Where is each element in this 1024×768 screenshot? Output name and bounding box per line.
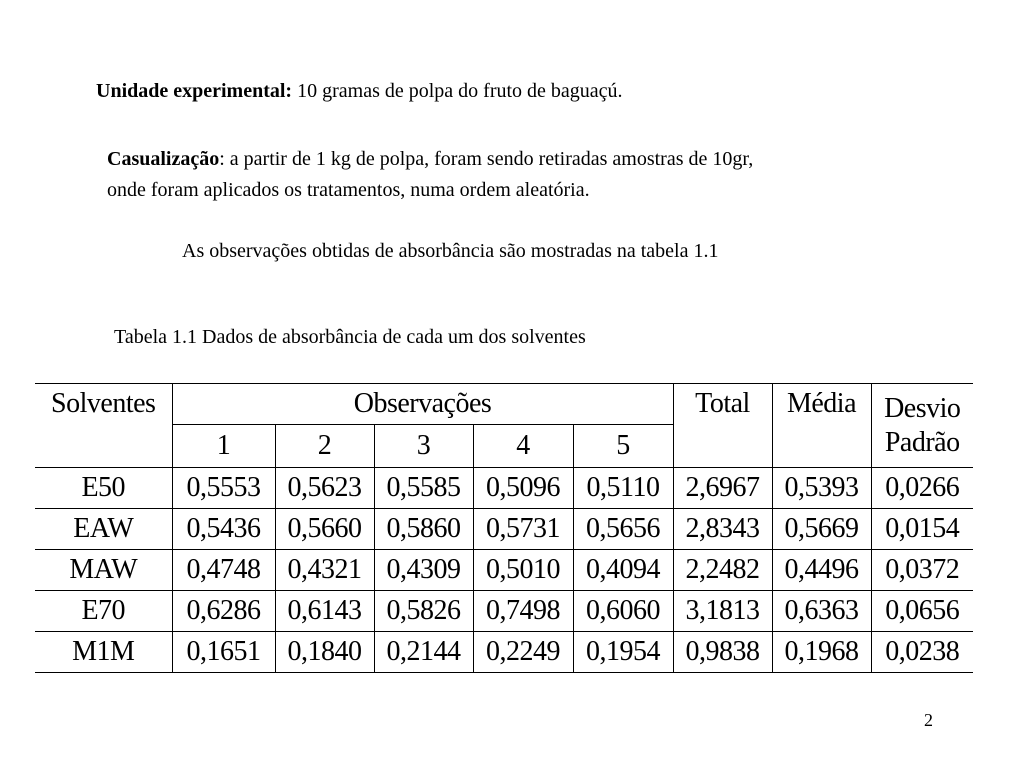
mean-cell: 0,6363 — [772, 591, 871, 632]
header-observations: Observações — [172, 384, 673, 425]
mean-cell: 0,5669 — [772, 509, 871, 550]
header-mean: Média — [772, 384, 871, 468]
experimental-unit-paragraph — [96, 76, 623, 106]
header-obs-number: 2 — [275, 425, 374, 468]
table-caption: Tabela 1.1 Dados de absorbância de cada um dos solventes — [114, 326, 586, 348]
standard-deviation-cell: 0,0238 — [871, 632, 973, 673]
observation-cell: 0,5096 — [473, 468, 573, 509]
mean-cell: 0,1968 — [772, 632, 871, 673]
observation-cell: 0,5826 — [374, 591, 473, 632]
observation-cell: 0,5010 — [473, 550, 573, 591]
solvent-cell: EAW — [35, 509, 172, 550]
total-cell: 3,1813 — [673, 591, 772, 632]
observation-cell: 0,1840 — [275, 632, 374, 673]
observation-cell: 0,1651 — [172, 632, 275, 673]
table-row — [35, 468, 973, 509]
randomization-label: Casualização — [107, 148, 220, 170]
absorbance-table — [35, 383, 973, 673]
observation-cell: 0,5110 — [573, 468, 673, 509]
header-sd-line-1: Desvio — [884, 392, 961, 424]
observation-cell: 0,4309 — [374, 550, 473, 591]
header-solvents: Solventes — [35, 384, 172, 468]
observation-cell: 0,5585 — [374, 468, 473, 509]
observation-cell: 0,6060 — [573, 591, 673, 632]
standard-deviation-cell: 0,0266 — [871, 468, 973, 509]
experimental-unit-label: Unidade experimental: — [96, 80, 293, 102]
solvent-cell: E50 — [35, 468, 172, 509]
mean-cell: 0,4496 — [772, 550, 871, 591]
observation-cell: 0,4094 — [573, 550, 673, 591]
header-total: Total — [673, 384, 772, 468]
randomization-paragraph-line-1 — [107, 144, 753, 174]
observation-cell: 0,6143 — [275, 591, 374, 632]
randomization-paragraph-line-2: onde foram aplicados os tratamentos, numa ordem aleatória. — [107, 179, 590, 201]
standard-deviation-cell: 0,0656 — [871, 591, 973, 632]
table-header-row-1 — [35, 384, 973, 425]
observation-cell: 0,5553 — [172, 468, 275, 509]
standard-deviation-cell: 0,0154 — [871, 509, 973, 550]
randomization-text-line-1: : a partir de 1 kg de polpa, foram sendo retiradas amostras de 10gr, — [219, 148, 754, 170]
table-row — [35, 509, 973, 550]
standard-deviation-cell: 0,0372 — [871, 550, 973, 591]
observation-cell: 0,5436 — [172, 509, 275, 550]
observations-paragraph: As observações obtidas de absorbância são mostradas na tabela 1.1 — [182, 240, 719, 262]
observation-cell: 0,5731 — [473, 509, 573, 550]
observation-cell: 0,5623 — [275, 468, 374, 509]
solvent-cell: M1M — [35, 632, 172, 673]
header-obs-number: 1 — [172, 425, 275, 468]
header-standard-deviation — [871, 384, 973, 468]
observation-cell: 0,6286 — [172, 591, 275, 632]
observation-cell: 0,2249 — [473, 632, 573, 673]
solvent-cell: MAW — [35, 550, 172, 591]
total-cell: 2,2482 — [673, 550, 772, 591]
header-obs-number: 3 — [374, 425, 473, 468]
page-number: 2 — [924, 710, 933, 730]
observation-cell: 0,4321 — [275, 550, 374, 591]
observation-cell: 0,1954 — [573, 632, 673, 673]
observation-cell: 0,5860 — [374, 509, 473, 550]
total-cell: 2,8343 — [673, 509, 772, 550]
table-row — [35, 550, 973, 591]
observation-cell: 0,2144 — [374, 632, 473, 673]
experimental-unit-text: 10 gramas de polpa do fruto de baguaçú. — [292, 80, 623, 102]
total-cell: 2,6967 — [673, 468, 772, 509]
observation-cell: 0,5660 — [275, 509, 374, 550]
header-obs-number: 4 — [473, 425, 573, 468]
table-row — [35, 632, 973, 673]
total-cell: 0,9838 — [673, 632, 772, 673]
solvent-cell: E70 — [35, 591, 172, 632]
table-row — [35, 591, 973, 632]
observation-cell: 0,5656 — [573, 509, 673, 550]
mean-cell: 0,5393 — [772, 468, 871, 509]
header-sd-line-2: Padrão — [884, 426, 960, 458]
header-obs-number: 5 — [573, 425, 673, 468]
observation-cell: 0,7498 — [473, 591, 573, 632]
observation-cell: 0,4748 — [172, 550, 275, 591]
